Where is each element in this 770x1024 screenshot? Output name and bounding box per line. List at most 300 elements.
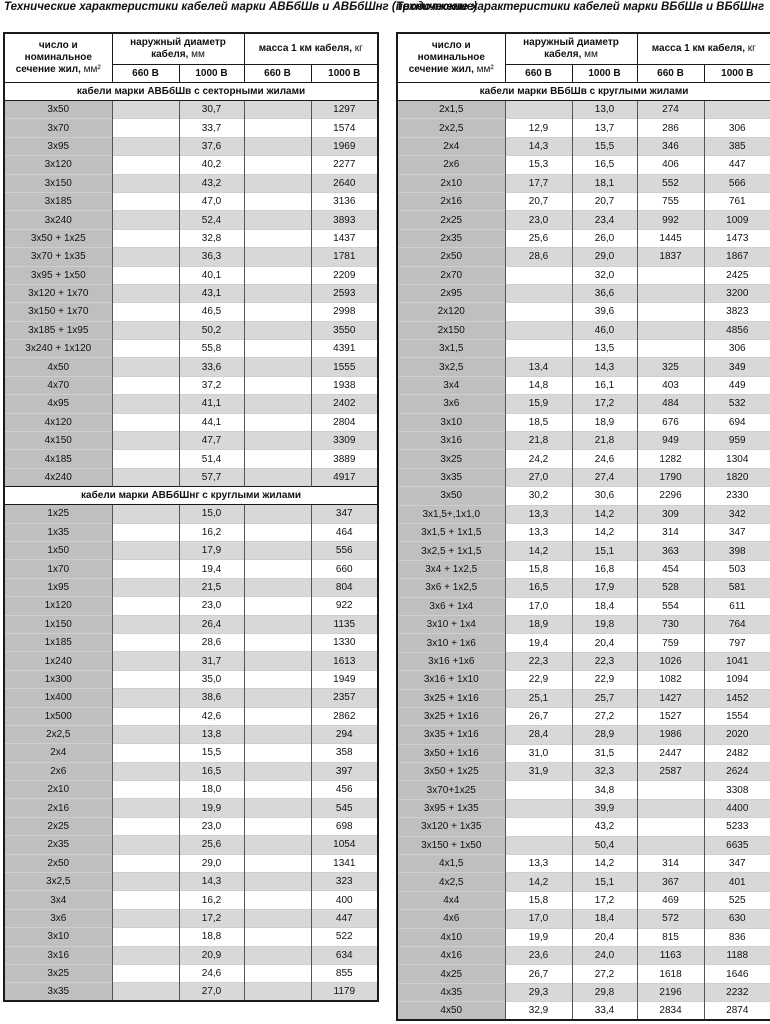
cell-diameter-660 bbox=[505, 836, 572, 854]
cell-mass-1000: 447 bbox=[311, 909, 378, 927]
cell-mass-1000: 347 bbox=[704, 855, 770, 873]
cell-mass-660 bbox=[244, 873, 311, 891]
cell-section: 4x6 bbox=[397, 910, 505, 928]
table-row bbox=[397, 321, 770, 339]
cell-section: 3x10 + 1x4 bbox=[397, 615, 505, 633]
cell-section: 3x95 + 1x50 bbox=[4, 266, 112, 284]
cell-diameter-1000: 16,8 bbox=[572, 560, 637, 578]
header-diameter-1000: 1000 В bbox=[179, 65, 244, 83]
table-row bbox=[397, 818, 770, 836]
cell-mass-660: 755 bbox=[637, 192, 704, 210]
cell-mass-1000: 1574 bbox=[311, 119, 378, 137]
cell-diameter-1000: 47,0 bbox=[179, 192, 244, 210]
cell-section: 3x6 bbox=[397, 395, 505, 413]
cell-diameter-660: 19,4 bbox=[505, 634, 572, 652]
table-row bbox=[397, 910, 770, 928]
right-spec-table bbox=[396, 32, 770, 1021]
cell-mass-660 bbox=[244, 560, 311, 578]
cell-mass-1000: 836 bbox=[704, 928, 770, 946]
cell-diameter-1000: 15,5 bbox=[179, 744, 244, 762]
table-row bbox=[4, 211, 378, 229]
cell-mass-660: 484 bbox=[637, 395, 704, 413]
table-row bbox=[4, 652, 378, 670]
cell-mass-660 bbox=[244, 468, 311, 486]
cell-diameter-660: 18,9 bbox=[505, 615, 572, 633]
table-row bbox=[4, 633, 378, 651]
cell-mass-660 bbox=[244, 707, 311, 725]
header-mass-1000: 1000 В bbox=[311, 65, 378, 83]
cell-diameter-1000: 36,6 bbox=[572, 284, 637, 302]
cell-mass-660 bbox=[637, 799, 704, 817]
cell-section: 1x120 bbox=[4, 597, 112, 615]
table-row bbox=[397, 652, 770, 670]
cell-diameter-660: 23,6 bbox=[505, 946, 572, 964]
cell-mass-1000: 1938 bbox=[311, 376, 378, 394]
cell-section: 2x35 bbox=[397, 229, 505, 247]
cell-section: 1x185 bbox=[4, 633, 112, 651]
left-table-title: Технические характеристики кабелей марки АВБбШв и АВБбШнг (продолжение) bbox=[4, 1, 478, 13]
cell-section: 3x16 +1x6 bbox=[397, 652, 505, 670]
cell-mass-1000: 1188 bbox=[704, 946, 770, 964]
cell-diameter-660 bbox=[505, 781, 572, 799]
cell-diameter-660: 17,0 bbox=[505, 597, 572, 615]
cell-mass-660 bbox=[244, 762, 311, 780]
cell-mass-1000: 3889 bbox=[311, 450, 378, 468]
cell-mass-660 bbox=[637, 321, 704, 339]
cell-diameter-660: 13,3 bbox=[505, 855, 572, 873]
cell-mass-1000: 1452 bbox=[704, 689, 770, 707]
table-row bbox=[397, 487, 770, 505]
cell-mass-1000: 2640 bbox=[311, 174, 378, 192]
header-mass-unit: кг bbox=[354, 43, 363, 54]
cell-diameter-660: 19,9 bbox=[505, 928, 572, 946]
cell-section: 3x4 bbox=[4, 891, 112, 909]
table-row bbox=[4, 505, 378, 523]
header-diameter-text: наружный диаметр кабеля, bbox=[130, 37, 226, 60]
table-row bbox=[397, 450, 770, 468]
cell-diameter-1000: 43,2 bbox=[572, 818, 637, 836]
table-row bbox=[4, 615, 378, 633]
cell-mass-1000: 2402 bbox=[311, 395, 378, 413]
cell-mass-660: 314 bbox=[637, 855, 704, 873]
group-header-row bbox=[397, 83, 770, 101]
cell-mass-660: 1026 bbox=[637, 652, 704, 670]
cell-section: 2x6 bbox=[4, 762, 112, 780]
cell-diameter-1000: 32,0 bbox=[572, 266, 637, 284]
header-diameter-text: наружный диаметр кабеля, bbox=[523, 37, 619, 60]
header-mass bbox=[637, 33, 770, 65]
cell-diameter-660 bbox=[112, 799, 179, 817]
cell-mass-1000: 400 bbox=[311, 891, 378, 909]
header-mass bbox=[244, 33, 378, 65]
cell-section: 1x35 bbox=[4, 523, 112, 541]
cell-diameter-1000: 17,9 bbox=[572, 579, 637, 597]
cell-diameter-1000: 50,4 bbox=[572, 836, 637, 854]
cell-diameter-1000: 23,0 bbox=[179, 597, 244, 615]
table-row bbox=[4, 468, 378, 486]
cell-section: 3x4 + 1x2,5 bbox=[397, 560, 505, 578]
cell-mass-1000: 347 bbox=[704, 523, 770, 541]
table-row bbox=[4, 432, 378, 450]
cell-diameter-660 bbox=[112, 909, 179, 927]
cell-diameter-660 bbox=[112, 174, 179, 192]
cell-mass-660 bbox=[637, 340, 704, 358]
cell-section: 3x2,5 + 1x1,5 bbox=[397, 542, 505, 560]
cell-mass-660: 1527 bbox=[637, 707, 704, 725]
cell-mass-1000: 804 bbox=[311, 578, 378, 596]
cell-section: 3x25 + 1x16 bbox=[397, 707, 505, 725]
cell-diameter-660 bbox=[112, 229, 179, 247]
cell-mass-660 bbox=[244, 523, 311, 541]
cell-mass-660: 552 bbox=[637, 174, 704, 192]
table-row bbox=[4, 964, 378, 982]
cell-diameter-1000: 13,7 bbox=[572, 119, 637, 137]
cell-mass-1000: 1969 bbox=[311, 137, 378, 155]
cell-diameter-1000: 13,5 bbox=[572, 340, 637, 358]
cell-section: 2x2,5 bbox=[4, 725, 112, 743]
cell-diameter-1000: 37,2 bbox=[179, 376, 244, 394]
cell-section: 3x10 bbox=[397, 413, 505, 431]
cell-section: 3x50 + 1x16 bbox=[397, 744, 505, 762]
header-diameter-unit: мм bbox=[191, 49, 205, 60]
header-section bbox=[4, 33, 112, 83]
cell-diameter-1000: 17,2 bbox=[572, 395, 637, 413]
cell-diameter-660 bbox=[112, 413, 179, 431]
cell-section: 3x95 + 1x35 bbox=[397, 799, 505, 817]
cell-diameter-1000: 55,8 bbox=[179, 340, 244, 358]
table-row bbox=[397, 560, 770, 578]
cell-diameter-660 bbox=[112, 744, 179, 762]
right-table-title: Технические характеристики кабелей марки ВБбШв и ВБбШнг bbox=[396, 1, 765, 13]
cell-diameter-1000: 43,2 bbox=[179, 174, 244, 192]
cell-section: 4x70 bbox=[4, 376, 112, 394]
table-row bbox=[397, 523, 770, 541]
cell-diameter-1000: 52,4 bbox=[179, 211, 244, 229]
table-row bbox=[397, 174, 770, 192]
cell-mass-1000: 349 bbox=[704, 358, 770, 376]
table-row bbox=[4, 156, 378, 174]
cell-diameter-1000: 22,9 bbox=[572, 671, 637, 689]
cell-mass-660 bbox=[244, 248, 311, 266]
cell-section: 2x4 bbox=[397, 137, 505, 155]
cell-mass-1000: 347 bbox=[311, 505, 378, 523]
cell-mass-660 bbox=[244, 744, 311, 762]
cell-mass-660 bbox=[637, 781, 704, 799]
cell-diameter-1000: 17,9 bbox=[179, 541, 244, 559]
cell-section: 4x1,5 bbox=[397, 855, 505, 873]
header-diameter bbox=[505, 33, 637, 65]
cell-diameter-660 bbox=[112, 725, 179, 743]
table-row bbox=[397, 983, 770, 1001]
cell-diameter-660 bbox=[112, 854, 179, 872]
cell-mass-660 bbox=[244, 266, 311, 284]
cell-mass-660 bbox=[244, 137, 311, 155]
cell-section: 3x150 + 1x50 bbox=[397, 836, 505, 854]
group-title: кабели марки ВБбШв с круглыми жилами bbox=[397, 83, 770, 101]
cell-mass-1000: 1437 bbox=[311, 229, 378, 247]
cell-diameter-1000: 14,3 bbox=[179, 873, 244, 891]
table-row bbox=[4, 946, 378, 964]
cell-mass-660: 2296 bbox=[637, 487, 704, 505]
cell-diameter-660 bbox=[112, 303, 179, 321]
table-row bbox=[4, 670, 378, 688]
table-row bbox=[4, 762, 378, 780]
cell-diameter-1000: 14,2 bbox=[572, 523, 637, 541]
table-row bbox=[397, 119, 770, 137]
cell-mass-660: 309 bbox=[637, 505, 704, 523]
left-spec-table bbox=[3, 32, 379, 1002]
cell-mass-1000: 2277 bbox=[311, 156, 378, 174]
table-row bbox=[397, 101, 770, 119]
cell-section: 1x500 bbox=[4, 707, 112, 725]
cell-section: 2x120 bbox=[397, 303, 505, 321]
cell-mass-660: 2834 bbox=[637, 1002, 704, 1020]
cell-mass-1000: 2874 bbox=[704, 1002, 770, 1020]
cell-mass-660: 1986 bbox=[637, 726, 704, 744]
table-row bbox=[397, 615, 770, 633]
group-header-row bbox=[4, 83, 378, 101]
cell-mass-660 bbox=[244, 633, 311, 651]
cell-mass-660: 325 bbox=[637, 358, 704, 376]
cell-diameter-660 bbox=[112, 781, 179, 799]
cell-diameter-1000: 31,5 bbox=[572, 744, 637, 762]
cell-mass-1000: 797 bbox=[704, 634, 770, 652]
cell-diameter-660 bbox=[112, 597, 179, 615]
cell-section: 3x16 bbox=[397, 432, 505, 450]
table-row bbox=[397, 266, 770, 284]
cell-mass-1000: 385 bbox=[704, 137, 770, 155]
table-row bbox=[397, 229, 770, 247]
table-row bbox=[397, 781, 770, 799]
cell-diameter-1000: 14,2 bbox=[572, 505, 637, 523]
cell-diameter-660 bbox=[112, 707, 179, 725]
table-row bbox=[397, 137, 770, 155]
table-row bbox=[4, 560, 378, 578]
cell-mass-660: 346 bbox=[637, 137, 704, 155]
cell-diameter-1000: 18,4 bbox=[572, 910, 637, 928]
cell-section: 1x400 bbox=[4, 689, 112, 707]
cell-mass-660: 1837 bbox=[637, 248, 704, 266]
cell-diameter-660 bbox=[505, 321, 572, 339]
cell-diameter-1000: 46,5 bbox=[179, 303, 244, 321]
cell-diameter-1000: 28,6 bbox=[179, 633, 244, 651]
header-mass-1000: 1000 В bbox=[704, 65, 770, 83]
cell-mass-1000: 2862 bbox=[311, 707, 378, 725]
cell-diameter-660 bbox=[112, 266, 179, 284]
cell-mass-660 bbox=[637, 818, 704, 836]
cell-mass-1000: 566 bbox=[704, 174, 770, 192]
cell-diameter-1000: 19,4 bbox=[179, 560, 244, 578]
cell-diameter-660: 21,8 bbox=[505, 432, 572, 450]
cell-diameter-660: 28,4 bbox=[505, 726, 572, 744]
cell-mass-660: 469 bbox=[637, 891, 704, 909]
cell-section: 4x35 bbox=[397, 983, 505, 1001]
cell-diameter-660 bbox=[112, 689, 179, 707]
table-row bbox=[4, 413, 378, 431]
cell-mass-660 bbox=[637, 284, 704, 302]
cell-diameter-1000: 21,5 bbox=[179, 578, 244, 596]
table-row bbox=[397, 597, 770, 615]
table-row bbox=[397, 284, 770, 302]
header-section bbox=[397, 33, 505, 83]
cell-diameter-660: 14,2 bbox=[505, 873, 572, 891]
cell-section: 4x240 bbox=[4, 468, 112, 486]
cell-diameter-660 bbox=[112, 873, 179, 891]
cell-diameter-660 bbox=[112, 284, 179, 302]
table-row bbox=[397, 744, 770, 762]
cell-section: 3x70 + 1x35 bbox=[4, 248, 112, 266]
cell-mass-660: 528 bbox=[637, 579, 704, 597]
cell-mass-660 bbox=[244, 303, 311, 321]
cell-section: 2x50 bbox=[397, 248, 505, 266]
cell-diameter-660 bbox=[112, 211, 179, 229]
group-header-row bbox=[4, 487, 378, 505]
table-row bbox=[4, 781, 378, 799]
cell-mass-660 bbox=[637, 836, 704, 854]
cell-diameter-1000: 20,9 bbox=[179, 946, 244, 964]
cell-section: 3x70+1x25 bbox=[397, 781, 505, 799]
cell-mass-1000: 306 bbox=[704, 340, 770, 358]
cell-mass-1000: 532 bbox=[704, 395, 770, 413]
cell-mass-1000: 294 bbox=[311, 725, 378, 743]
header-mass-text: масса 1 км кабеля, bbox=[258, 43, 352, 54]
cell-mass-660 bbox=[244, 229, 311, 247]
cell-diameter-1000: 27,4 bbox=[572, 468, 637, 486]
table-row bbox=[397, 505, 770, 523]
cell-diameter-1000: 33,7 bbox=[179, 119, 244, 137]
cell-mass-1000: 3893 bbox=[311, 211, 378, 229]
cell-mass-1000: 3200 bbox=[704, 284, 770, 302]
table-row bbox=[4, 597, 378, 615]
cell-section: 3x1,5+,1x1,0 bbox=[397, 505, 505, 523]
table-row bbox=[4, 229, 378, 247]
cell-diameter-1000: 17,2 bbox=[179, 909, 244, 927]
cell-mass-1000: 2482 bbox=[704, 744, 770, 762]
cell-section: 3x120 bbox=[4, 156, 112, 174]
cell-diameter-660 bbox=[505, 266, 572, 284]
cell-section: 1x150 bbox=[4, 615, 112, 633]
cell-mass-660 bbox=[244, 101, 311, 119]
group-title: кабели марки АВБбШнг с круглыми жилами bbox=[4, 487, 378, 505]
cell-mass-1000: 1330 bbox=[311, 633, 378, 651]
cell-mass-660 bbox=[244, 836, 311, 854]
cell-diameter-1000: 39,9 bbox=[572, 799, 637, 817]
cell-section: 4x2,5 bbox=[397, 873, 505, 891]
cell-section: 3x50 bbox=[4, 101, 112, 119]
cell-section: 3x120 + 1x70 bbox=[4, 284, 112, 302]
cell-mass-660: 406 bbox=[637, 156, 704, 174]
cell-diameter-660 bbox=[112, 817, 179, 835]
cell-mass-660 bbox=[244, 395, 311, 413]
cell-diameter-660 bbox=[112, 376, 179, 394]
cell-section: 2x10 bbox=[397, 174, 505, 192]
cell-mass-660 bbox=[244, 670, 311, 688]
cell-mass-660: 554 bbox=[637, 597, 704, 615]
cell-mass-1000: 358 bbox=[311, 744, 378, 762]
cell-section: 4x120 bbox=[4, 413, 112, 431]
cell-mass-1000: 306 bbox=[704, 119, 770, 137]
cell-section: 2x150 bbox=[397, 321, 505, 339]
cell-section: 1x50 bbox=[4, 541, 112, 559]
header-mass-660: 660 В bbox=[637, 65, 704, 83]
cell-diameter-1000: 41,1 bbox=[179, 395, 244, 413]
cell-diameter-1000: 51,4 bbox=[179, 450, 244, 468]
cell-mass-1000 bbox=[704, 101, 770, 119]
header-section-unit: мм² bbox=[83, 64, 101, 75]
cell-diameter-1000: 15,1 bbox=[572, 873, 637, 891]
header-section-unit: мм² bbox=[476, 64, 494, 75]
header-diameter-660: 660 В bbox=[112, 65, 179, 83]
cell-section: 2x16 bbox=[397, 192, 505, 210]
table-row bbox=[397, 579, 770, 597]
cell-diameter-660: 28,6 bbox=[505, 248, 572, 266]
cell-mass-1000: 6635 bbox=[704, 836, 770, 854]
cell-mass-660: 676 bbox=[637, 413, 704, 431]
cell-diameter-660: 16,5 bbox=[505, 579, 572, 597]
cell-section: 2x25 bbox=[397, 211, 505, 229]
cell-mass-660: 1082 bbox=[637, 671, 704, 689]
cell-diameter-660: 24,2 bbox=[505, 450, 572, 468]
header-mass-unit: кг bbox=[747, 43, 756, 54]
cell-section: 2x50 bbox=[4, 854, 112, 872]
cell-mass-1000: 447 bbox=[704, 156, 770, 174]
cell-section: 3x50 + 1x25 bbox=[397, 763, 505, 781]
cell-mass-660 bbox=[244, 725, 311, 743]
cell-mass-1000: 3136 bbox=[311, 192, 378, 210]
cell-diameter-1000: 15,5 bbox=[572, 137, 637, 155]
table-row bbox=[397, 634, 770, 652]
table-row bbox=[397, 1002, 770, 1020]
cell-diameter-660 bbox=[112, 432, 179, 450]
cell-section: 2x4 bbox=[4, 744, 112, 762]
cell-mass-1000: 2232 bbox=[704, 983, 770, 1001]
cell-diameter-1000: 46,0 bbox=[572, 321, 637, 339]
cell-mass-1000: 1135 bbox=[311, 615, 378, 633]
cell-diameter-1000: 23,4 bbox=[572, 211, 637, 229]
cell-mass-660 bbox=[244, 358, 311, 376]
cell-section: 3x35 bbox=[4, 983, 112, 1001]
cell-mass-660 bbox=[244, 413, 311, 431]
cell-diameter-1000: 18,9 bbox=[572, 413, 637, 431]
cell-diameter-1000: 13,8 bbox=[179, 725, 244, 743]
cell-diameter-1000: 25,7 bbox=[572, 689, 637, 707]
cell-section: 3x2,5 bbox=[4, 873, 112, 891]
cell-section: 2x2,5 bbox=[397, 119, 505, 137]
cell-mass-1000: 694 bbox=[704, 413, 770, 431]
cell-mass-660: 572 bbox=[637, 910, 704, 928]
cell-mass-660: 1163 bbox=[637, 946, 704, 964]
cell-mass-1000: 5233 bbox=[704, 818, 770, 836]
table-row bbox=[4, 137, 378, 155]
cell-diameter-660: 25,6 bbox=[505, 229, 572, 247]
table-row bbox=[4, 395, 378, 413]
cell-section: 3x10 + 1x6 bbox=[397, 634, 505, 652]
cell-mass-1000: 449 bbox=[704, 376, 770, 394]
cell-diameter-1000: 18,1 bbox=[572, 174, 637, 192]
cell-mass-660: 815 bbox=[637, 928, 704, 946]
cell-section: 3x6 + 1x2,5 bbox=[397, 579, 505, 597]
cell-diameter-660 bbox=[112, 119, 179, 137]
cell-mass-660: 949 bbox=[637, 432, 704, 450]
cell-mass-660 bbox=[244, 450, 311, 468]
cell-mass-1000: 1297 bbox=[311, 101, 378, 119]
cell-mass-660 bbox=[244, 799, 311, 817]
cell-diameter-1000: 35,0 bbox=[179, 670, 244, 688]
cell-diameter-660 bbox=[112, 578, 179, 596]
cell-section: 3x70 bbox=[4, 119, 112, 137]
cell-mass-1000: 1054 bbox=[311, 836, 378, 854]
cell-mass-1000: 397 bbox=[311, 762, 378, 780]
